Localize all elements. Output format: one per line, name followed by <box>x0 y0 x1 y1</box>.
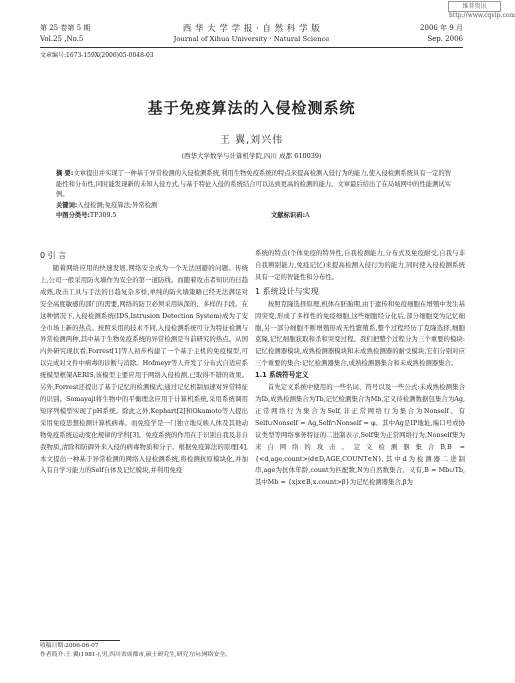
header-volume-cn: 第 25 卷第 5 期 <box>40 24 91 32</box>
paper-authors: 王 翼,刘兴伟 <box>219 135 284 146</box>
keywords-label: 关键词: <box>56 201 78 209</box>
header-journal-cn: 西 华 大 学 学 报 · 自 然 科 学 版 <box>182 24 321 34</box>
classification-line <box>56 211 451 222</box>
intro-paragraph: 随着网络应用的快速发展,网络安全成为一个无法回避的问题。传统上,公司一般采用防火墙作为安全的第一道防线。而随着攻击者知识的日趋成熟,攻击工具与手法的日趋复杂多样,单纯的防火墙策略已经无法满足对安全高度敏感的部门的需要,网络的防卫必须采用纵深的、多样的手段。在这种情况下,入侵检测系统(IDS,Intrusion Detection System)成为了安全市场上新的热点。按照采用的技术不同,入侵检测系统可分为特征检测与异常检测两种,其中基于生物免疫系统的异常检测是当前研究的热点。从国内外研究现状看,Forrest[1]等人初步构建了一个基于主机的免疫模型,可以完成对文件中病毒的诊断与消除。Hofmeyr等人开发了分布式自适应系统模型框架AERIS,该模型主要应用于网络入侵检测,已取得不错的效果。另外,Forrest还提出了基于记忆的检测模式,通过记忆机制加速对异常特征的识别。Somayaji将生物中的平衡理念应用于计算机系统,采用系统调用短序列模型实现了pH系统。除此之外,Kephart[2]和Okamoto等人提出采用免疫思想检测计算机病毒。而免疫学是一门独立地反映人体及其他动物免疫系统运动变化规律的学科[3]。免疫系统的作用在于识别自我及非自我物质,清除和防御外来入侵的病毒物质和分子。根据免疫算法的原理[4],本文提出一种基于异常检测的网络入侵检测系统,将检测抗原模块化,并加入有自学习能力的Self自体及记忆模块,并利用免疫 <box>40 264 248 475</box>
clc-label: 中图分类号: <box>56 212 91 219</box>
header-rule <box>40 47 463 48</box>
paper-title: 基于免疫算法的入侵检测系统 <box>147 99 356 117</box>
header-journal-en: Journal of Xihua University · Natural Science <box>173 35 330 43</box>
doc-code-value: A <box>305 212 310 219</box>
abstract-block <box>56 169 451 222</box>
intro-continuation: 系统的特点(个体免疫的特异性,自我检测能力,分布式及免疫耐受,自我与非自我辨别能力,免疫记忆)来提高检测入侵行为的能力,同时使入侵检测系统具有一定的智能性和分布性。 <box>255 249 465 281</box>
received-date: 收稿日期:2006-06-07 <box>40 643 99 649</box>
section-heading-design: 1 系统设计与实现 <box>255 286 319 296</box>
footnote <box>40 642 231 660</box>
left-column <box>40 248 248 477</box>
header-date-cn: 2006 年 9 月 <box>420 24 463 32</box>
right-column <box>255 248 465 489</box>
watermark-stamp: 维普资讯 http://www.cqvip.com <box>449 3 515 19</box>
keywords-text: 入侵检测;免疫算法;异常检测 <box>77 201 158 209</box>
abstract-label: 摘 要: <box>56 170 74 177</box>
subsection-heading-symbols: 1.1 系统符号定义 <box>255 371 309 380</box>
header-volume-en: Vol.25 ,No.5 <box>40 35 84 43</box>
author-bio: 作者简介:王 翼(1981-),男,四川省成都市,硕士研究生,研究方向:网络安全。 <box>40 652 231 658</box>
footnote-rule <box>40 640 120 641</box>
article-number: 文章编号:1673-159X(2006)05-0048-03 <box>40 52 154 59</box>
design-paragraph: 按照克隆选择原理,机体在胚胎期,由于遗传和免疫细胞在增殖中发生基因突变,形成了多样性的免疫细胞,这些细胞经分化后,部分细胞变为记忆细胞,另一部分细胞不断增殖形成无性繁殖系,整个过程经历了克隆选择,细胞克隆,记忆细胞获取和杀和突变过程。我们把整个过程分为三个重要的模块:记忆检测器模块,成熟检测器模块和未成熟检测器的耐受模块,它们分别对应三个重要的集合:记忆检测器集合,成熟检测器集合和未成熟检测器集合。 <box>255 299 465 368</box>
abstract-paragraph <box>56 169 451 201</box>
paper-affiliation: (西华大学数学与计算机学院,四川 成都 610039) <box>181 152 322 160</box>
doc-code-label: 文献标识码: <box>271 212 306 219</box>
header-date-en: Sep. 2006 <box>427 35 463 43</box>
clc-value: TP309.5 <box>90 212 117 219</box>
abstract-text: 文章提出并实现了一种基于异常检测的入侵检测系统,利用生物免疫系统的特点来提高检测入侵行为的能力,使入侵检测系统具有一定的智能性和分布性,同时能发现新的未知入侵方式,与基于特征入侵的系统结合可以达到更高的检测的能力。文章最后给出了在局域网中的性能测试实例。 <box>56 170 451 198</box>
keywords-line <box>56 201 451 212</box>
symbols-paragraph: 首先定义系统中使用的一些名词、符号以及一些公式:未成熟检测集合为Ib,成熟检测集合为Tb,记忆检测集合为Mb,定义待检测数据包集合为Ag,正常网络行为集合为Self,非正常网络行为集合为Nonself。有Self∪Nonself = Ag,Self∩Nonself = φ。其中Ag是IP地址,端口号或协议类型等网络事务特征的二进制表示,Self集为正常网络行为,Nonself集为来自网络的攻击。定义检测器集合B,B = {<d,age,count>|d∈D,AGE,COUNT∈N},其中d为检测器二进制串,age为抗体年龄,count为匹配数,N为自然数集合。又有,B = Mb∪Tb,其中Mb = {x|x∈B,x.count>β}为记忆检测器集合,β为 <box>255 383 465 487</box>
section-heading-intro: 0 引 言 <box>40 251 67 260</box>
